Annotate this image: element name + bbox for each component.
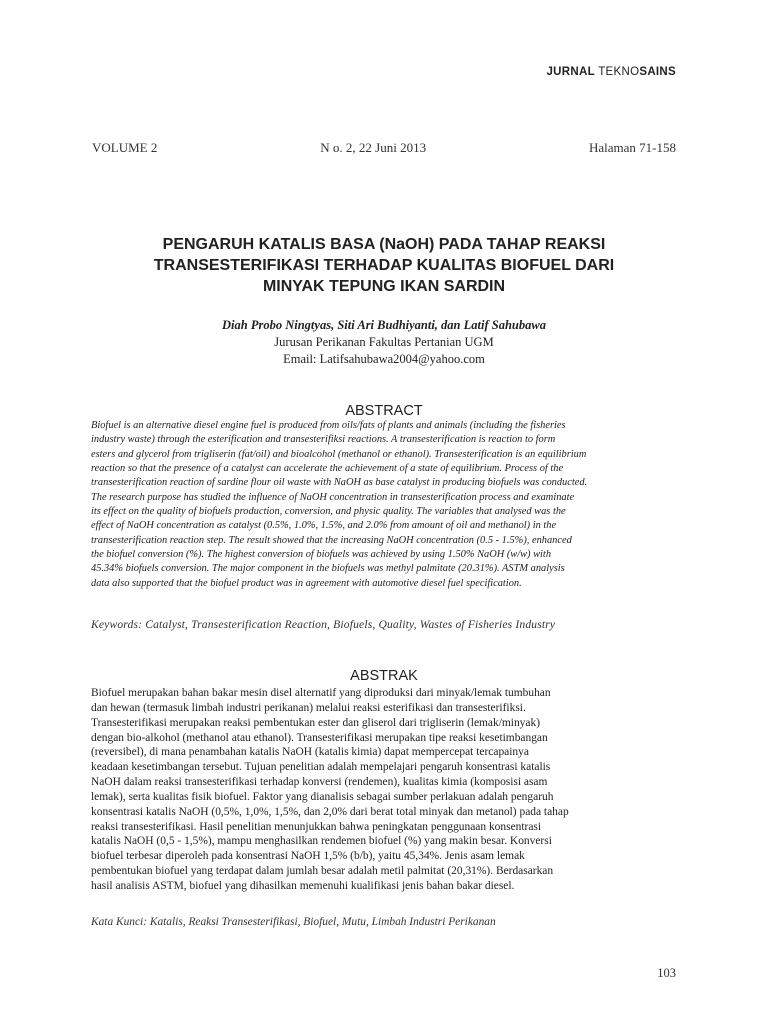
abstrak-line: reaksi transesterifikasi. Hasil penelitian menunjukkan bahwa peningkatan penggunaan konsentrasi — [91, 820, 542, 833]
abstract-line: the biofuel conversion (%). The highest conversion of biofuels was achieved by using 1.50% NaOH (w/w) with — [91, 549, 552, 561]
pages-label: Halaman 71-158 — [588, 140, 676, 155]
abstract-line: The research purpose has studied the influence of NaOH concentration in transesterification process and examinate — [91, 491, 575, 503]
authors: Diah Probo Ningtyas, Siti Ari Budhiyanti, dan Latif Sahubawa — [222, 318, 546, 332]
abstract-line: Biofuel is an alternative diesel engine fuel is produced from oils/fats of plants and animals (including the fisheries — [91, 420, 566, 431]
abstrak-line: katalis NaOH (0,5 - 1,5%), mampu menghasilkan rendemen biofuel (%) yang makin besar. Konversi — [91, 835, 552, 848]
abstract-line: transesterification reaction of sardine flour oil waste with NaOH as base catalyst in producing biofuels was conducted. — [91, 477, 588, 489]
abstrak-line: keadaan kesetimbangan tersebut. Tujuan penelitian adalah mempelajari pengaruh konsentrasi katalis — [91, 761, 551, 774]
journal-name: JURNAL TEKNOSAINS — [546, 66, 676, 78]
abstract-line: 45.34% biofuels conversion. The major component in the biofuels was methyl palmitate (20.31%). ASTM analysis — [91, 563, 565, 575]
paper-title — [92, 234, 676, 297]
issue-info-row — [92, 140, 676, 156]
abstract-heading: ABSTRACT — [345, 403, 423, 419]
abstract-keywords: Keywords: Catalyst, Transesterification Reaction, Biofuels, Quality, Wastes of Fisheries Industry — [91, 618, 556, 631]
affiliation: Jurusan Perikanan Fakultas Pertanian UGM — [274, 335, 494, 349]
abstrak-keywords: Kata Kunci: Katalis, Reaksi Transesterifikasi, Biofuel, Mutu, Limbah Industri Perikanan — [91, 916, 496, 928]
abstrak-line: Transesterifikasi merupakan reaksi pembentukan ester dan gliserol dari trigliserin (lemak/minyak) — [91, 716, 540, 729]
issue-label: N o. 2, 22 Juni 2013 — [320, 140, 427, 155]
abstract-line: industry waste) through the esterification and transesterifiksi reactions. A transesterification is reaction to form — [91, 434, 556, 446]
abstract-line: data also supported that the biofuel product was in agreement with automotive diesel fuel specification. — [91, 577, 522, 589]
abstrak-line: konsentrasi katalis NaOH (0,5%, 1,0%, 1,5%, dan 2,0% dari berat total minyak dan metanol) pada tahap — [91, 805, 569, 818]
affiliation-block — [92, 334, 676, 368]
abstract-line: its effect on the quality of biofuels production, conversion, and physic quality. The variables that analysed was the — [91, 506, 566, 518]
volume-label: VOLUME 2 — [92, 140, 158, 155]
title-line: MINYAK TEPUNG IKAN SARDIN — [262, 278, 506, 295]
abstract-line: effect of NaOH concentration as catalyst (0.5%, 1.0%, 1.5%, and 2.0% from amount of oil and methanol) in the — [91, 520, 557, 532]
abstrak-line: biofuel terbesar diperoleh pada konsentrasi NaOH 1,5% (b/b), yaitu 45,34%. Jenis asam lemak — [91, 850, 525, 863]
abstrak-line: lemak), serta kualitas fisik biofuel. Faktor yang dianalisis sebagai sumber perlakuan adalah pengaruh — [91, 790, 554, 803]
abstract-body — [91, 419, 652, 591]
email: Email: Latifsahubawa2004@yahoo.com — [283, 352, 485, 366]
abstrak-line: hasil analisis ASTM, biofuel yang dihasilkan memenuhi kualifikasi jenis bahan bakar diesel. — [91, 879, 515, 892]
abstrak-line: (reversibel), di mana penambahan katalis NaOH (katalis kimia) dapat mempercepat tercapainya — [91, 746, 529, 759]
abstrak-line: pembentukan biofuel yang terdapat dalam jumlah besar adalah metil palmitat (20,31%). Berdasarkan — [91, 865, 554, 878]
abstrak-line: NaOH dalam reaksi transesterifikasi terhadap konversi (rendemen), kualitas kimia (komposisi asam — [91, 776, 548, 789]
abstract-line: reaction so that the presence of a catalyst can accelerate the achievement of a state of equilibrium. Process of the — [91, 463, 564, 475]
abstrak-line: dan hewan (termasuk limbah industri perikanan) melalui reaksi esterifikasi dan transesterifiksi. — [91, 701, 526, 714]
abstrak-line: dengan bio-alkohol (methanol atau ethanol). Transesterifikasi merupakan tipe reaksi kesetimbangan — [91, 731, 548, 744]
abstract-line: transesterification reaction step. The result showed that the increasing NaOH concentration (0.5 - 1.5%), enhanced — [91, 534, 572, 546]
title-line: TRANSESTERIFIKASI TERHADAP KUALITAS BIOFUEL DARI — [153, 257, 615, 274]
title-line: PENGARUH KATALIS BASA (NaOH) PADA TAHAP REAKSI — [162, 236, 606, 253]
abstrak-body — [91, 686, 652, 894]
abstract-line: esters and glycerol from trigliserin (fat/oil) and bioalcohol (methanol or ethanol). Transesterification is an equilibrium — [91, 448, 587, 460]
page-number: 103 — [657, 966, 676, 980]
abstrak-line: Biofuel merupakan bahan bakar mesin disel alternatif yang diproduksi dari minyak/lemak tumbuhan — [91, 687, 551, 699]
abstrak-heading: ABSTRAK — [350, 668, 418, 684]
